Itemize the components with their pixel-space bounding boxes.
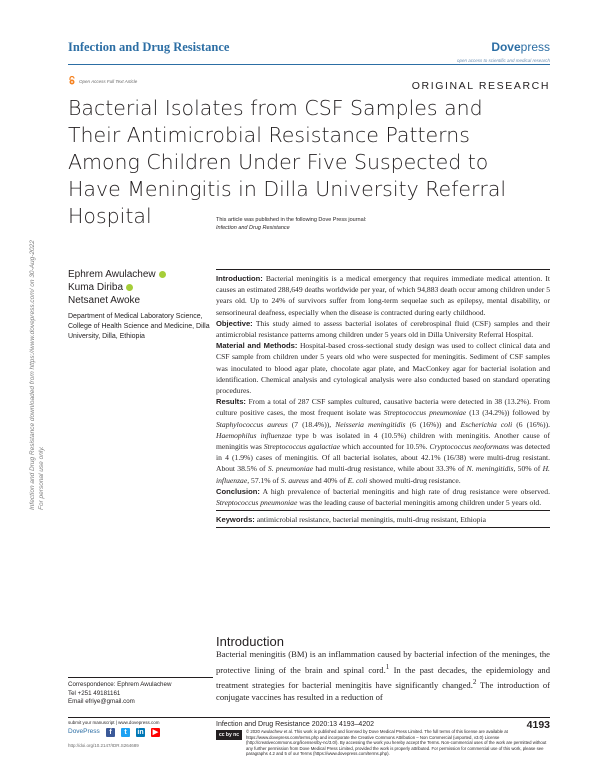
publisher-tagline: open access to scientific and medical research bbox=[456, 58, 550, 63]
correspondence bbox=[68, 681, 213, 707]
header-divider bbox=[68, 64, 550, 65]
orcid-icon[interactable] bbox=[126, 284, 133, 291]
abstract-results: Results: From a total of 287 CSF samples cultured, causative bacteria were detected in 38 (13.2%). From culture positive cases, the most frequent isolate was Streptococcus pneumoniae (13 (34.2%)) followed by Staphylococcus aureus (7 (18.4%)), Neisseria meningitidis (6 (16%)) and Escherichia coli (6 (16%)). Haemophilus influenzae type b was isolated in 4 (10.5%) children with meningitis. Another cause of meningitis was Streptococcus agalactiae which accounted for 10.5%. Cryptococcus neoformans was detected in 4 (1.9%) cases of meningitis. Of all bacterial isolates, about 42.1% (16/38) were multi-drug resistant. About 38.5% of S. pneumoniae had multi-drug resistance, while about 33.3% of N. meningitidis, 50% of H. influenzae, 57.1% of S. aureus and 40% of E. coli showed multi-drug resistance. bbox=[216, 397, 551, 485]
open-access-label: Open Access Full Text Article bbox=[79, 79, 138, 84]
author-name[interactable]: Ephrem Awulachew bbox=[68, 269, 156, 280]
twitter-icon[interactable]: t bbox=[121, 728, 130, 737]
author-item bbox=[68, 268, 166, 281]
publisher-logo[interactable] bbox=[491, 40, 550, 54]
open-access-icon bbox=[68, 76, 76, 85]
cc-license-badge[interactable]: cc by nc bbox=[216, 730, 242, 740]
abstract-keywords-rule bbox=[216, 510, 550, 511]
author-affiliation: Department of Medical Laboratory Science, College of Health Science and Medicine, Dilla University, Dilla, Ethiopia bbox=[68, 313, 210, 340]
abstract-methods: Material and Methods: Hospital-based cross-sectional study design was used to collect clinical data and CSF sample from children under 5 years old who were suspected for meningitis. Sediment of CSF samples was inoculated to blood agar plate, chocolate agar plate, and MacConkey agar for bacterial isolation and identification. Chemical analysis and cytological analysis were also conducted based on standard operating procedures. bbox=[216, 341, 550, 396]
abstract-top-rule bbox=[216, 269, 550, 270]
download-watermark-line2: For personal use only. bbox=[38, 446, 45, 510]
download-watermark-line1: Infection and Drug Resistance downloaded from https://www.dovepress.com/ on 30-Aug-2022 bbox=[29, 240, 36, 510]
abstract-keywords: Keywords: antimicrobial resistance, bacterial meningitis, multi-drug resistant, Ethiopia bbox=[216, 515, 486, 525]
abstract-objective: Objective: This study aimed to assess bacterial isolates of cerebrospinal fluid (CSF) samples and their antimicrobial resistance patterns among children under 5 years old in Dilla University Referral Hospital. bbox=[216, 318, 550, 340]
abstract-introduction: Introduction: Bacterial meningitis is a medical emergency that requires immediate medical attention. It causes an estimated 288,649 deaths worldwide per year, of which 94,883 death occur among children under 5 years old. Up to 24% of survivors suffer from long-term sequelae such as epilepsy, mental disability, or sensorineural deafness, especially when the disease is contracted during early childhood. bbox=[216, 274, 550, 317]
correspondence-divider bbox=[68, 677, 213, 678]
introduction-heading: Introduction bbox=[216, 634, 284, 649]
abstract-bottom-rule bbox=[216, 527, 550, 528]
correspondence-email[interactable]: Email efriye@gmail.com bbox=[68, 698, 135, 705]
license-text: © 2020 Awulachew et al. This work is published and licensed by Dove Medical Press Limited. The full terms of this license are available at https://www.dovepress.com/terms.php and incorporate the Creative Commons Attribution – Non Commercial (unported, v3.0) License (http://creativecommons.org/licenses/by-nc/3.0/). By accessing the work you hereby accept the Terms. Non-commercial uses of the work are permitted without any further permission from Dove Medical Press Limited, provided the work is properly attributed. For permission for commercial use of this work, please see paragraphs 4.2 and 5 of our Terms (https://www.dovepress.com/terms.php). bbox=[246, 729, 547, 757]
publication-note-text: This article was published in the following Dove Press journal: bbox=[216, 217, 367, 223]
youtube-icon[interactable]: ▶ bbox=[152, 729, 159, 736]
orcid-icon[interactable] bbox=[159, 271, 166, 278]
reference-link[interactable]: 1 bbox=[385, 662, 390, 671]
footer-citation: Infection and Drug Resistance 2020:13 4193–4202 bbox=[216, 721, 375, 728]
article-type: ORIGINAL RESEARCH bbox=[411, 80, 550, 92]
social-links bbox=[106, 728, 160, 737]
doi-link[interactable]: http://doi.org/10.2147/IDR.S264689 bbox=[68, 743, 139, 748]
page-number: 4193 bbox=[526, 719, 550, 731]
introduction-body: Bacterial meningitis (BM) is an inflammation caused by bacterial infection of the meninges, the protective lining of the brain and spinal cord.$^1$ In the past decades, the epidemiology and treatment strategies for bacterial meningitis have significantly changed.$^2$ The introduction of conjugate vaccines has resulted in a reduction of bbox=[216, 649, 550, 703]
author-name[interactable]: Kuma Diriba bbox=[68, 282, 124, 293]
publication-note-journal: Infection and Drug Resistance bbox=[216, 225, 290, 231]
footer-divider bbox=[68, 717, 550, 718]
author-item bbox=[68, 294, 166, 307]
publisher-logo-suffix: press bbox=[520, 40, 550, 54]
dovepress-footer-logo[interactable]: DovePress bbox=[68, 728, 100, 735]
correspondence-tel: Tel +251 49181161 bbox=[68, 689, 121, 697]
reference-link[interactable]: 2 bbox=[472, 677, 477, 686]
abstract-conclusion: Conclusion: A high prevalence of bacterial meningitis and high rate of drug resistance were observed. Streptococcus pneumoniae was the leading cause of bacterial meningitis among children under 5 years old. bbox=[216, 486, 550, 508]
author-item bbox=[68, 281, 166, 294]
download-watermark bbox=[22, 170, 62, 510]
journal-name: Infection and Drug Resistance bbox=[68, 40, 230, 54]
facebook-icon[interactable]: f bbox=[106, 728, 115, 737]
submit-manuscript-link[interactable]: submit your manuscript | www.dovepress.com bbox=[68, 720, 160, 725]
author-name[interactable]: Netsanet Awoke bbox=[68, 295, 141, 306]
correspondence-name: Correspondence: Ephrem Awulachew bbox=[68, 681, 172, 688]
linkedin-icon[interactable]: in bbox=[137, 729, 144, 736]
publication-note bbox=[216, 216, 546, 232]
abstract bbox=[216, 267, 550, 531]
publisher-logo-prefix: Dove bbox=[491, 40, 521, 54]
author-list bbox=[68, 268, 166, 307]
article-title: Bacterial Isolates from CSF Samples and Their Antimicrobial Resistance Patterns Among Children Under Five Suspected to Have Meningitis in Dilla University Referral Hospital bbox=[68, 96, 507, 228]
